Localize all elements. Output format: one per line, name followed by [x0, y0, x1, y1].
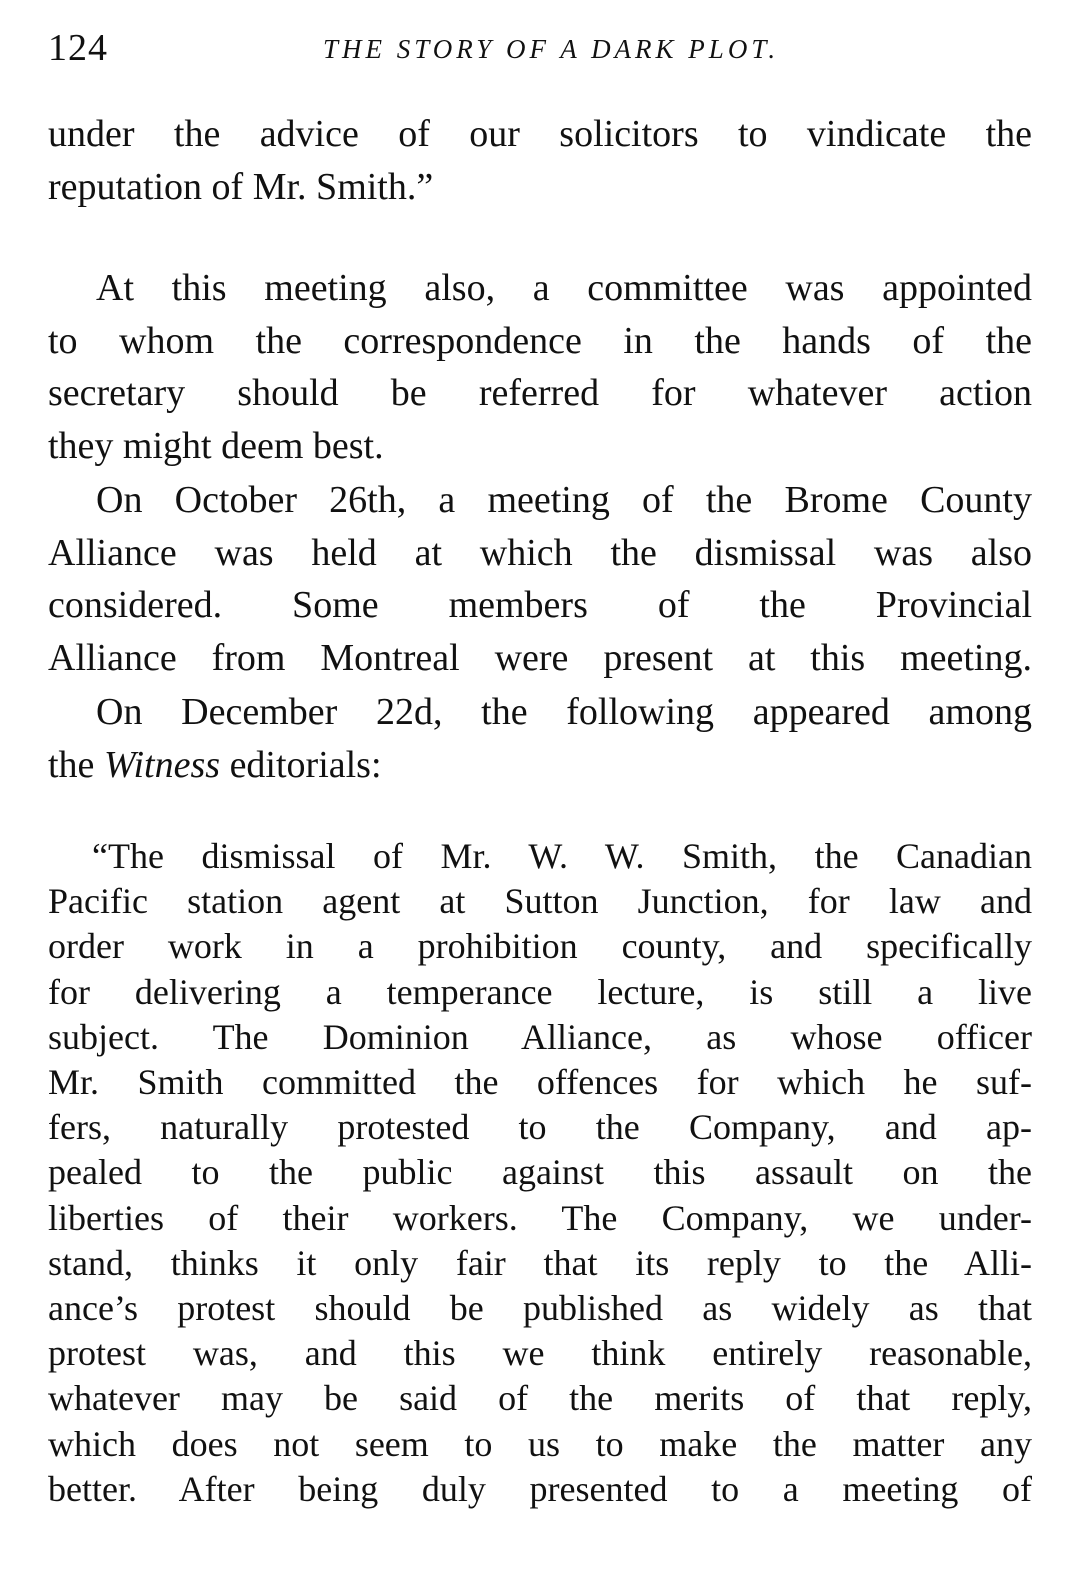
quote-line: which does not seem to us to make the matter any — [48, 1423, 1032, 1464]
text-line: reputation of Mr. Smith.” — [48, 165, 434, 208]
quote-line: for delivering a temperance lecture, is still a live — [48, 971, 1032, 1012]
text-line: under the advice of our solicitors to vindicate the — [48, 113, 1032, 155]
text-line: At this meeting also, a committee was appointed — [96, 267, 1032, 309]
text-line: secretary should be referred for whatever action — [48, 372, 1032, 414]
page-number: 124 — [48, 27, 108, 69]
text-fragment: editorials: — [220, 743, 382, 786]
text-line: to whom the correspondence in the hands of the — [48, 319, 1032, 362]
quote-line: subject. The Dominion Alliance, as whose officer — [48, 1016, 1032, 1057]
text-line: On December 22d, the following appeared among — [96, 691, 1032, 733]
running-title: THE STORY OF A DARK PLOT. — [323, 34, 780, 64]
text-line: considered. Some members of the Provincial — [48, 584, 1032, 626]
text-line — [48, 739, 1032, 792]
quote-line: Mr. Smith committed the offences for which he suf- — [48, 1062, 1032, 1103]
running-head — [48, 20, 1038, 70]
text-line: they might deem best. — [48, 424, 384, 467]
paragraph-2 — [48, 262, 1032, 472]
quote-line: fers, naturally protested to the Company, and ap- — [48, 1107, 1032, 1148]
quote-line: Pacific station agent at Sutton Junction, for law and — [48, 881, 1032, 922]
quote-line: order work in a prohibition county, and specifically — [48, 926, 1032, 967]
quote-line: protest was, and this we think entirely reasonable, — [48, 1333, 1032, 1374]
text-fragment: the — [48, 743, 104, 786]
quote-line: liberties of their workers. The Company, we under- — [48, 1197, 1032, 1238]
quote-line: whatever may be said of the merits of that reply, — [48, 1378, 1032, 1419]
quote-line: ance’s protest should be published as widely as that — [48, 1288, 1032, 1329]
newspaper-title: Witness — [103, 743, 221, 786]
paragraph-4 — [48, 686, 1032, 791]
paragraph-3 — [48, 474, 1032, 684]
quote-line: “The dismissal of Mr. W. W. Smith, the Canadian — [92, 836, 1032, 876]
text-line: Alliance from Montreal were present at this meeting. — [48, 636, 1032, 679]
text-line: Alliance was held at which the dismissal was also — [48, 531, 1032, 574]
paragraph-1 — [48, 108, 1032, 213]
text-line: On October 26th, a meeting of the Brome County — [96, 479, 1032, 521]
quote-line: better. After being duly presented to a meeting of — [48, 1468, 1032, 1509]
quote-line: stand, thinks it only fair that its reply to the Alli- — [48, 1242, 1032, 1283]
quote-line: pealed to the public against this assault on the — [48, 1152, 1032, 1193]
quoted-editorial — [48, 834, 1032, 1512]
